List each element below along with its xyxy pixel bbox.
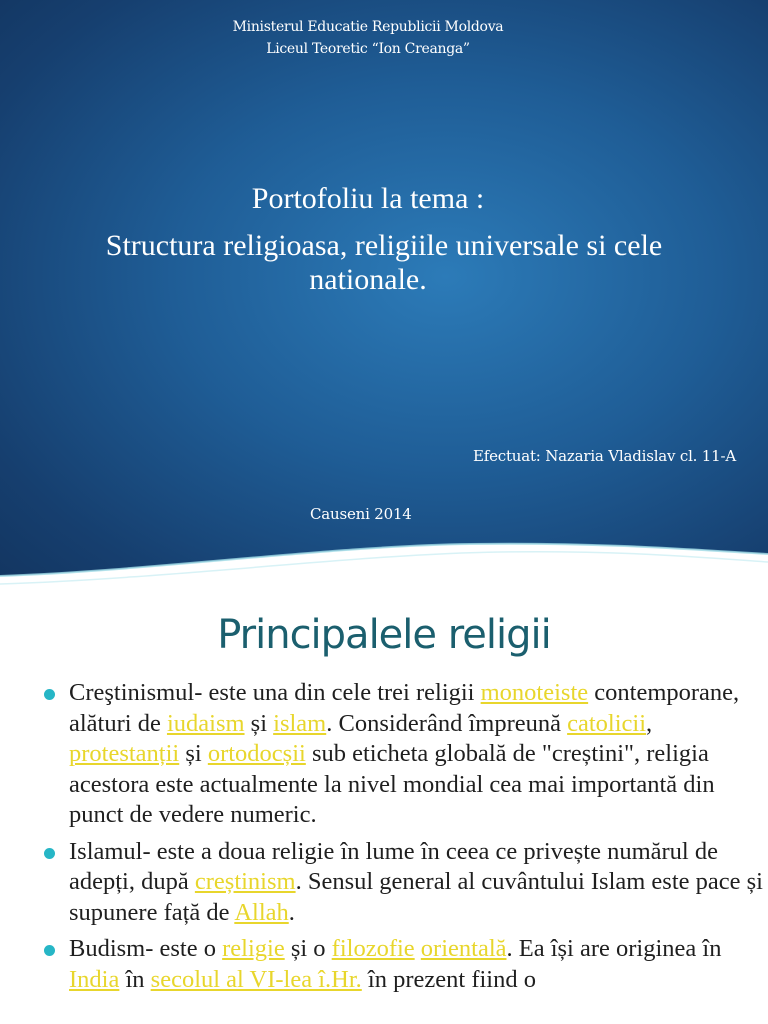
text-segment: . xyxy=(288,898,295,926)
hyperlink[interactable]: secolul al VI-lea î.Hr. xyxy=(150,965,362,993)
bullet-icon xyxy=(44,945,55,956)
hyperlink[interactable]: India xyxy=(69,965,120,993)
text-segment: sub eticheta globală de "creștini", religia acestora este actualmente la nivel mondial cea mai importantă din punct de vedere numeric. xyxy=(69,740,715,828)
text-segment: Creştinismul- este una din cele trei religii xyxy=(69,679,481,706)
hyperlink[interactable]: monoteiste xyxy=(480,679,589,706)
author-credit: Efectuat: Nazaria Vladislav cl. 11-A xyxy=(472,447,736,465)
text-segment: și xyxy=(179,740,208,767)
list-item-text xyxy=(69,935,721,993)
hyperlink[interactable]: creștinism xyxy=(194,868,296,895)
hyperlink[interactable]: islam xyxy=(273,709,327,737)
slide-title-line-1: Portofoliu la tema : xyxy=(251,182,485,215)
slide-title-line-2: Structura religioasa, religiile universale si cele xyxy=(105,229,663,262)
hyperlink[interactable]: iudaism xyxy=(166,709,245,737)
text-segment: . Considerând împreună xyxy=(326,709,568,737)
hyperlink[interactable]: catolicii xyxy=(567,709,647,737)
ministry-name: Ministerul Educatie Republicii Moldova xyxy=(232,19,504,35)
text-segment: Budism- este o xyxy=(69,935,223,962)
text-segment: în xyxy=(119,965,151,993)
hyperlink[interactable]: religie xyxy=(222,935,285,962)
text-segment: și o xyxy=(284,935,332,962)
religions-list xyxy=(44,678,764,1001)
list-item-text xyxy=(69,838,763,926)
hyperlink[interactable]: orientală xyxy=(420,935,507,962)
text-segment: Islamul- este a doua religie în lume în ceea ce privește numărul de adepți, după xyxy=(69,837,718,895)
text-segment: , xyxy=(646,709,653,737)
list-item-budism xyxy=(44,934,764,995)
text-segment: și xyxy=(244,709,274,737)
hyperlink[interactable]: protestanții xyxy=(69,740,180,767)
bullet-icon xyxy=(44,689,55,700)
school-name: Liceul Teoretic “Ion Creanga” xyxy=(266,41,470,57)
section-title: Principalele religii xyxy=(217,612,551,658)
text-segment: contemporane, alături de xyxy=(69,679,740,737)
list-item-crestinism xyxy=(44,678,764,831)
list-item-text xyxy=(69,679,739,828)
list-item-islam xyxy=(44,837,764,929)
slide-title-line-3: nationale. xyxy=(309,263,427,296)
text-segment: în prezent fiind o xyxy=(361,965,536,993)
text-segment: . Ea își are originea în xyxy=(506,935,722,962)
slide-wave-divider xyxy=(0,540,768,600)
hyperlink[interactable]: filozofie xyxy=(331,935,415,962)
text-segment: . Sensul general al cuvântului Islam este pace și supunere față de xyxy=(69,868,763,926)
hyperlink[interactable]: Allah xyxy=(234,898,289,926)
hyperlink[interactable]: ortodocșii xyxy=(207,740,306,767)
place-year: Causeni 2014 xyxy=(310,505,412,523)
bullet-icon xyxy=(44,848,55,859)
